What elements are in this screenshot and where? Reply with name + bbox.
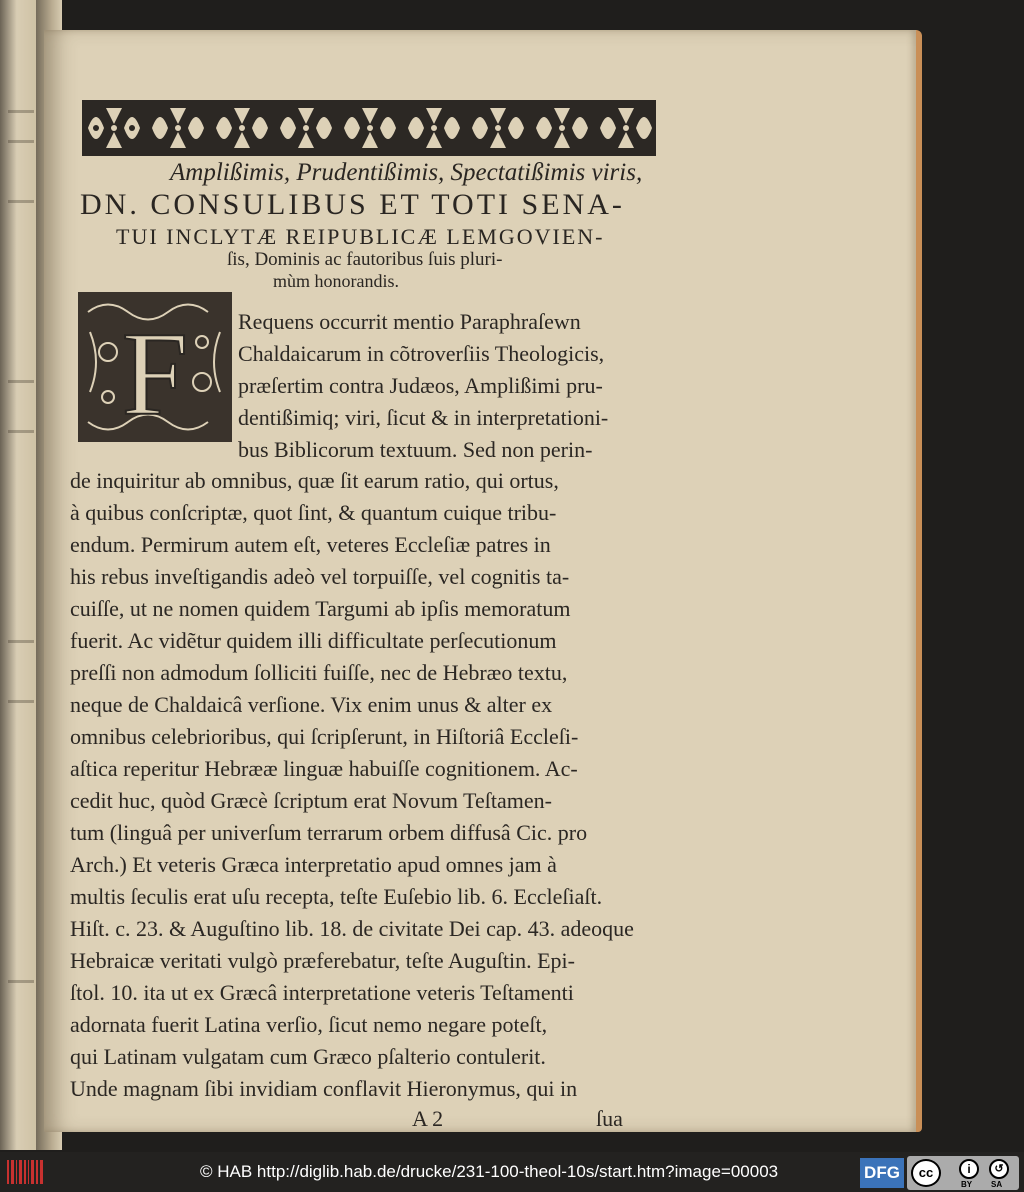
sa-label: SA [991, 1180, 1003, 1189]
decorated-initial-icon [78, 292, 232, 442]
body-line: preſſi non admodum ſolliciti fuiſſe, nec de Hebræo textu, [70, 660, 568, 685]
cc-icon: cc [911, 1159, 941, 1187]
body-line: dentißimiq; viri, ſicut & in interpretationi- [238, 405, 609, 430]
dedication-line-2: DN. CONSULIBUS ET TOTI SENA- [80, 188, 625, 221]
body-line: endum. Permirum autem eſt, veteres Eccleſiæ patres in [70, 532, 551, 557]
body-line: Unde magnam ſibi invidiam conflavit Hieronymus, qui in [70, 1076, 578, 1101]
ornament-band-icon [82, 100, 656, 156]
barcode-icon [6, 1158, 46, 1186]
body-line: qui Latinam vulgatam cum Græco pſalterio contulerit. [70, 1044, 546, 1069]
body-line: Requens occurrit mentio Paraphraſewn [238, 309, 581, 334]
initial-letter: F [121, 307, 189, 440]
signature-mark: A 2 [412, 1106, 444, 1131]
body-line: neque de Chaldaicâ verſione. Vix enim unus & alter ex [70, 692, 553, 717]
body-line: his rebus inveſtigandis adeò vel torpuiſſe, vel cognitis ta- [70, 564, 570, 589]
body-line: ſtol. 10. ita ut ex Græcâ interpretatione veteris Teſtamenti [70, 980, 574, 1005]
body-line: Hiſt. c. 23. & Auguſtino lib. 18. de civitate Dei cap. 43. adeoque [70, 916, 634, 941]
body-line: cedit huc, quòd Græcè ſcriptum erat Novum Teſtamen- [70, 788, 552, 813]
dfg-logo: DFG [860, 1158, 904, 1188]
cc-license-badge[interactable] [907, 1156, 1019, 1190]
body-line: fuerit. Ac vidẽtur quidem illi difficultate perſecutionum [70, 628, 557, 653]
dedication-line-1: Amplißimis, Prudentißimis, Spectatißimis viris, [170, 159, 643, 186]
dedication-line-3: TUI INCLYTÆ REIPUBLICÆ LEMGOVIEN- [116, 224, 605, 249]
dedication-line-4: ſis, Dominis ac fautoribus ſuis pluri- [227, 249, 503, 270]
body-line: omnibus celebrioribus, qui ſcripſerunt, in Hiſtoriâ Eccleſi- [70, 724, 579, 749]
body-line: cuiſſe, ut ne nomen quidem Targumi ab ipſis memoratum [70, 596, 571, 621]
catchword: ſua [596, 1106, 623, 1131]
body-line: adornata fuerit Latina verſio, ſicut nemo negare poteſt, [70, 1012, 548, 1037]
share-alike-icon: ↺ [989, 1159, 1009, 1179]
body-line: à quibus conſcriptæ, quot ſint, & quantum cuique tribu- [70, 500, 557, 525]
body-line: bus Biblicorum textuum. Sed non perin- [238, 437, 593, 462]
dedication-line-5: mùm honorandis. [273, 271, 399, 291]
source-credit-link[interactable]: © HAB http://diglib.hab.de/drucke/231-100-theol-10s/start.htm?image=00003 [200, 1162, 779, 1181]
body-line: tum (linguâ per univerſum terrarum orbem diffusâ Cic. pro [70, 820, 588, 845]
body-line: aſtica reperitur Hebrææ linguæ habuiſſe cognitionem. Ac- [70, 756, 578, 781]
body-line: Hebraicæ veritati vulgò præferebatur, teſte Auguſtin. Epi- [70, 948, 575, 973]
by-attribution-icon: i [959, 1159, 979, 1179]
body-line: de inquiritur ab omnibus, quæ ſit earum ratio, qui ortus, [70, 468, 559, 493]
body-line: præſertim contra Judæos, Amplißimi pru- [238, 373, 603, 398]
body-line: Chaldaicarum in cõtroverſiis Theologicis, [238, 341, 605, 366]
body-line: Arch.) Et veteris Græca interpretatio apud omnes jam à [70, 852, 557, 877]
body-line: multis ſeculis erat uſu recepta, teſte Euſebio lib. 6. Eccleſiaſt. [70, 884, 603, 909]
viewer-footer [0, 1152, 1024, 1192]
by-label: BY [961, 1180, 973, 1189]
